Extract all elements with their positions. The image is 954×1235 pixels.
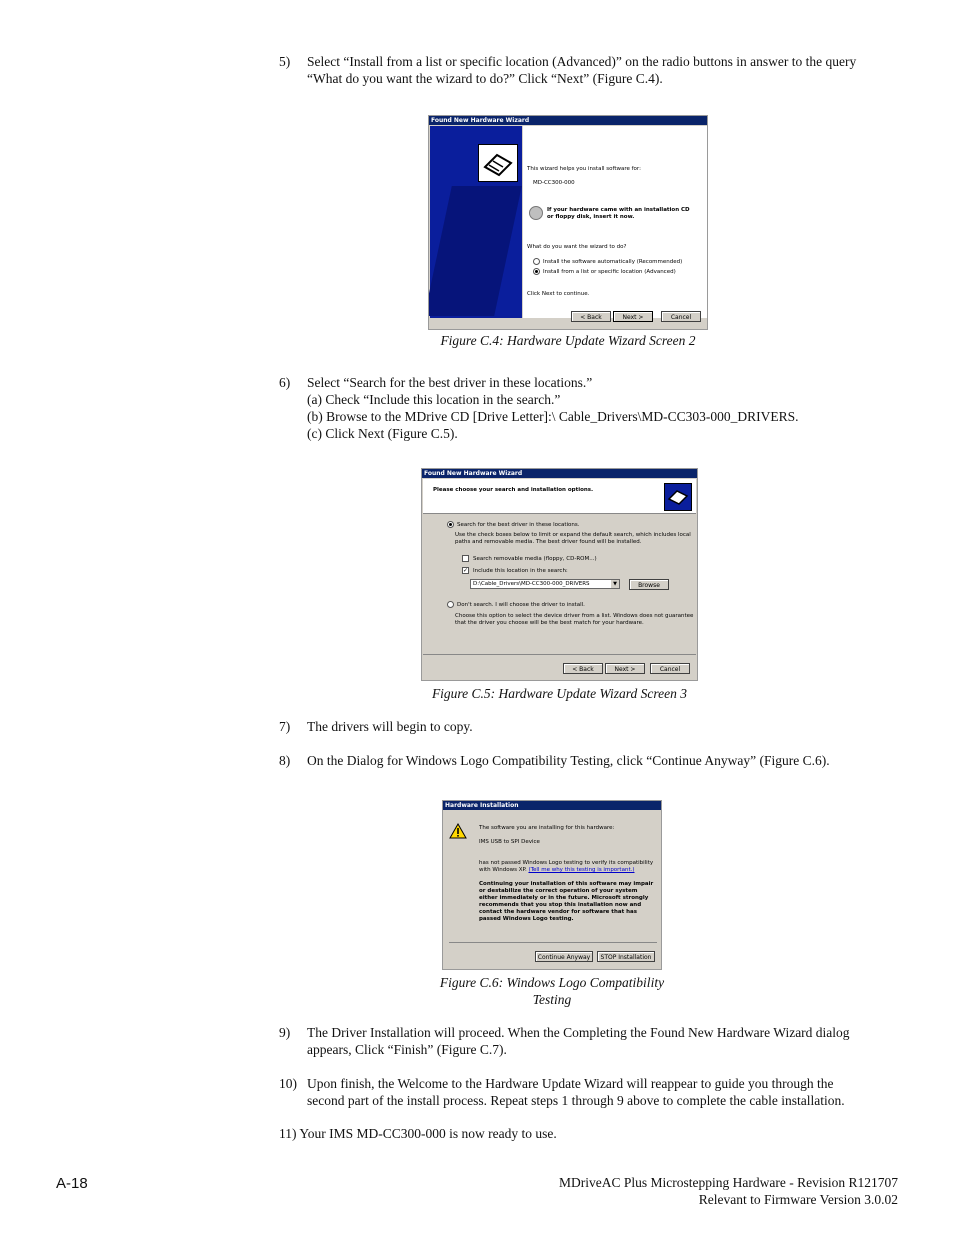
radio-search[interactable] (447, 521, 580, 529)
radio-auto-label: Install the software automatically (Recommended) (543, 259, 683, 265)
step-5 (279, 53, 869, 87)
checkbox-icon (462, 555, 469, 562)
radio-advanced-icon (533, 268, 540, 275)
radio-dont-search-label: Don't search. I will choose the driver to install. (457, 602, 585, 608)
continue-anyway-button[interactable]: Continue Anyway (535, 951, 593, 962)
back-button[interactable]: < Back (571, 311, 611, 322)
message-line1: The software you are installing for this hardware: (479, 825, 615, 831)
radio-search-icon (447, 521, 454, 528)
checkbox-checked-icon: ✓ (463, 567, 469, 574)
step-text: On the Dialog for Windows Logo Compatibility Testing, click “Continue Anyway” (Figure C.6). (307, 753, 830, 768)
page-number: A-18 (56, 1175, 88, 1192)
step-7 (279, 718, 869, 735)
step-number: 10) (279, 1076, 297, 1091)
radio-dont-search[interactable] (447, 601, 585, 609)
radio-advanced-label: Install from a list or specific location (Advanced) (543, 269, 676, 275)
cd-hint: If your hardware came with an installation CD or floppy disk, insert it now. (547, 207, 690, 220)
step-number: 6) (279, 375, 291, 390)
dialog-title: Hardware Installation (443, 801, 661, 810)
message-text: has not passed Windows Logo testing to verify its compatibility with Windows XP. (479, 860, 654, 873)
device-name: IMS USB to SPI Device (479, 839, 540, 845)
divider (449, 942, 657, 943)
footer-line1: MDriveAC Plus Microstepping Hardware - Revision R121707 (559, 1175, 898, 1190)
figure-c6-hardware-installation-dialog (442, 800, 662, 970)
step-10 (279, 1075, 869, 1109)
browse-button[interactable]: Browse (629, 579, 669, 590)
checkbox-removable[interactable] (462, 555, 597, 563)
step-number: 11) (279, 1126, 297, 1141)
checkbox-include-location[interactable] (462, 567, 568, 575)
back-button[interactable]: < Back (563, 663, 603, 674)
warning-text: Continuing your installation of this software may impair or destabilize the correct operation of your system either immediately or in the future. Microsoft strongly recommends that you stop this installation now and contact the hardware vendor for software that has passed Windows Logo testing. (479, 881, 654, 922)
click-next-text: Click Next to continue. (527, 291, 590, 297)
message-line2 (479, 860, 654, 874)
step-number: 7) (279, 719, 291, 734)
hardware-icon (664, 483, 692, 511)
figure-c5-caption: Figure C.5: Hardware Update Wizard Screen 3 (431, 686, 688, 701)
dont-search-description: Choose this option to select the device driver from a list. Windows does not guarantee that the driver you choose will be the best match for your hardware. (455, 613, 694, 626)
hardware-icon (478, 144, 518, 182)
radio-dont-search-icon (447, 601, 454, 608)
step-text: The drivers will begin to copy. (307, 719, 473, 734)
device-name: MD-CC300-000 (533, 180, 575, 186)
cancel-button[interactable]: Cancel (661, 311, 701, 322)
dialog-title: Found New Hardware Wizard (422, 469, 697, 478)
tell-me-why-link[interactable]: (Tell me why this testing is important.) (528, 867, 635, 873)
cancel-button[interactable]: Cancel (650, 663, 690, 674)
wizard-content (523, 126, 707, 318)
cd-icon (529, 206, 543, 220)
banner-graphic (428, 186, 522, 316)
step-number: 9) (279, 1025, 291, 1040)
step-text: Select “Install from a list or specific location (Advanced)” on the radio buttons in answer to the query “What do you want the wizard to do?” Click “Next” (Figure C.4). (307, 54, 857, 86)
radio-auto-icon (533, 258, 540, 265)
figure-c5-wizard-dialog (421, 468, 698, 681)
step-6 (279, 374, 869, 442)
step-8 (279, 752, 869, 769)
figure-c4-caption: Figure C.4: Hardware Update Wizard Screen 2 (440, 333, 696, 348)
location-combobox[interactable] (470, 579, 620, 589)
stop-installation-button[interactable]: STOP Installation (597, 951, 655, 962)
step-11 (279, 1125, 869, 1142)
step-substep-b: (b) Browse to the MDrive CD [Drive Letter]:\ Cable_Drivers\MD-CC303-000_DRIVERS. (307, 409, 799, 424)
location-path: D:\Cable_Drivers\MD-CC300-000_DRIVERS (473, 581, 590, 587)
step-text: The Driver Installation will proceed. When the Completing the Found New Hardware Wizard dialog appears, Click “Finish” (Figure C.7). (307, 1025, 850, 1057)
step-substep-c: (c) Click Next (Figure C.5). (307, 426, 458, 441)
radio-advanced[interactable] (533, 268, 676, 276)
step-number: 5) (279, 54, 291, 69)
step-text: Your IMS MD-CC300-000 is now ready to use. (299, 1126, 557, 1141)
question-text: What do you want the wizard to do? (527, 244, 627, 250)
next-button[interactable]: Next > (613, 311, 653, 322)
step-number: 8) (279, 753, 291, 768)
search-description: Use the check boxes below to limit or expand the default search, which includes local paths and removable media. The best driver found will be installed. (455, 532, 691, 545)
caption-line: Figure C.6: Windows Logo Compatibility (439, 975, 665, 990)
radio-auto[interactable] (533, 258, 682, 266)
wizard-banner (430, 126, 522, 318)
header-text: Please choose your search and installation options. (433, 487, 594, 493)
step-9 (279, 1024, 869, 1058)
figure-c6-caption (432, 974, 672, 1008)
footer-line2: Relevant to Firmware Version 3.0.02 (698, 1192, 898, 1207)
dialog-title: Found New Hardware Wizard (429, 116, 707, 125)
intro-text: This wizard helps you install software for: (527, 166, 641, 172)
footer-info (559, 1174, 898, 1208)
divider (423, 654, 696, 655)
next-button[interactable]: Next > (605, 663, 645, 674)
step-text: Upon finish, the Welcome to the Hardware Update Wizard will reappear to guide you through the second part of the install process. Repeat steps 1 through 9 above to complete the cable installation. (307, 1076, 845, 1108)
radio-search-label: Search for the best driver in these locations. (457, 522, 580, 528)
checkbox-label: Include this location in the search: (473, 568, 568, 574)
figure-c4-wizard-dialog (428, 115, 708, 330)
wizard-header (423, 479, 696, 514)
checkbox-label: Search removable media (floppy, CD-ROM...) (473, 556, 597, 562)
step-substep-a: (a) Check “Include this location in the search.” (307, 392, 561, 407)
caption-line: Testing (532, 992, 572, 1007)
chevron-down-icon[interactable]: ▼ (611, 580, 619, 588)
warning-icon (449, 823, 467, 841)
step-text: Select “Search for the best driver in these locations.” (307, 375, 593, 390)
